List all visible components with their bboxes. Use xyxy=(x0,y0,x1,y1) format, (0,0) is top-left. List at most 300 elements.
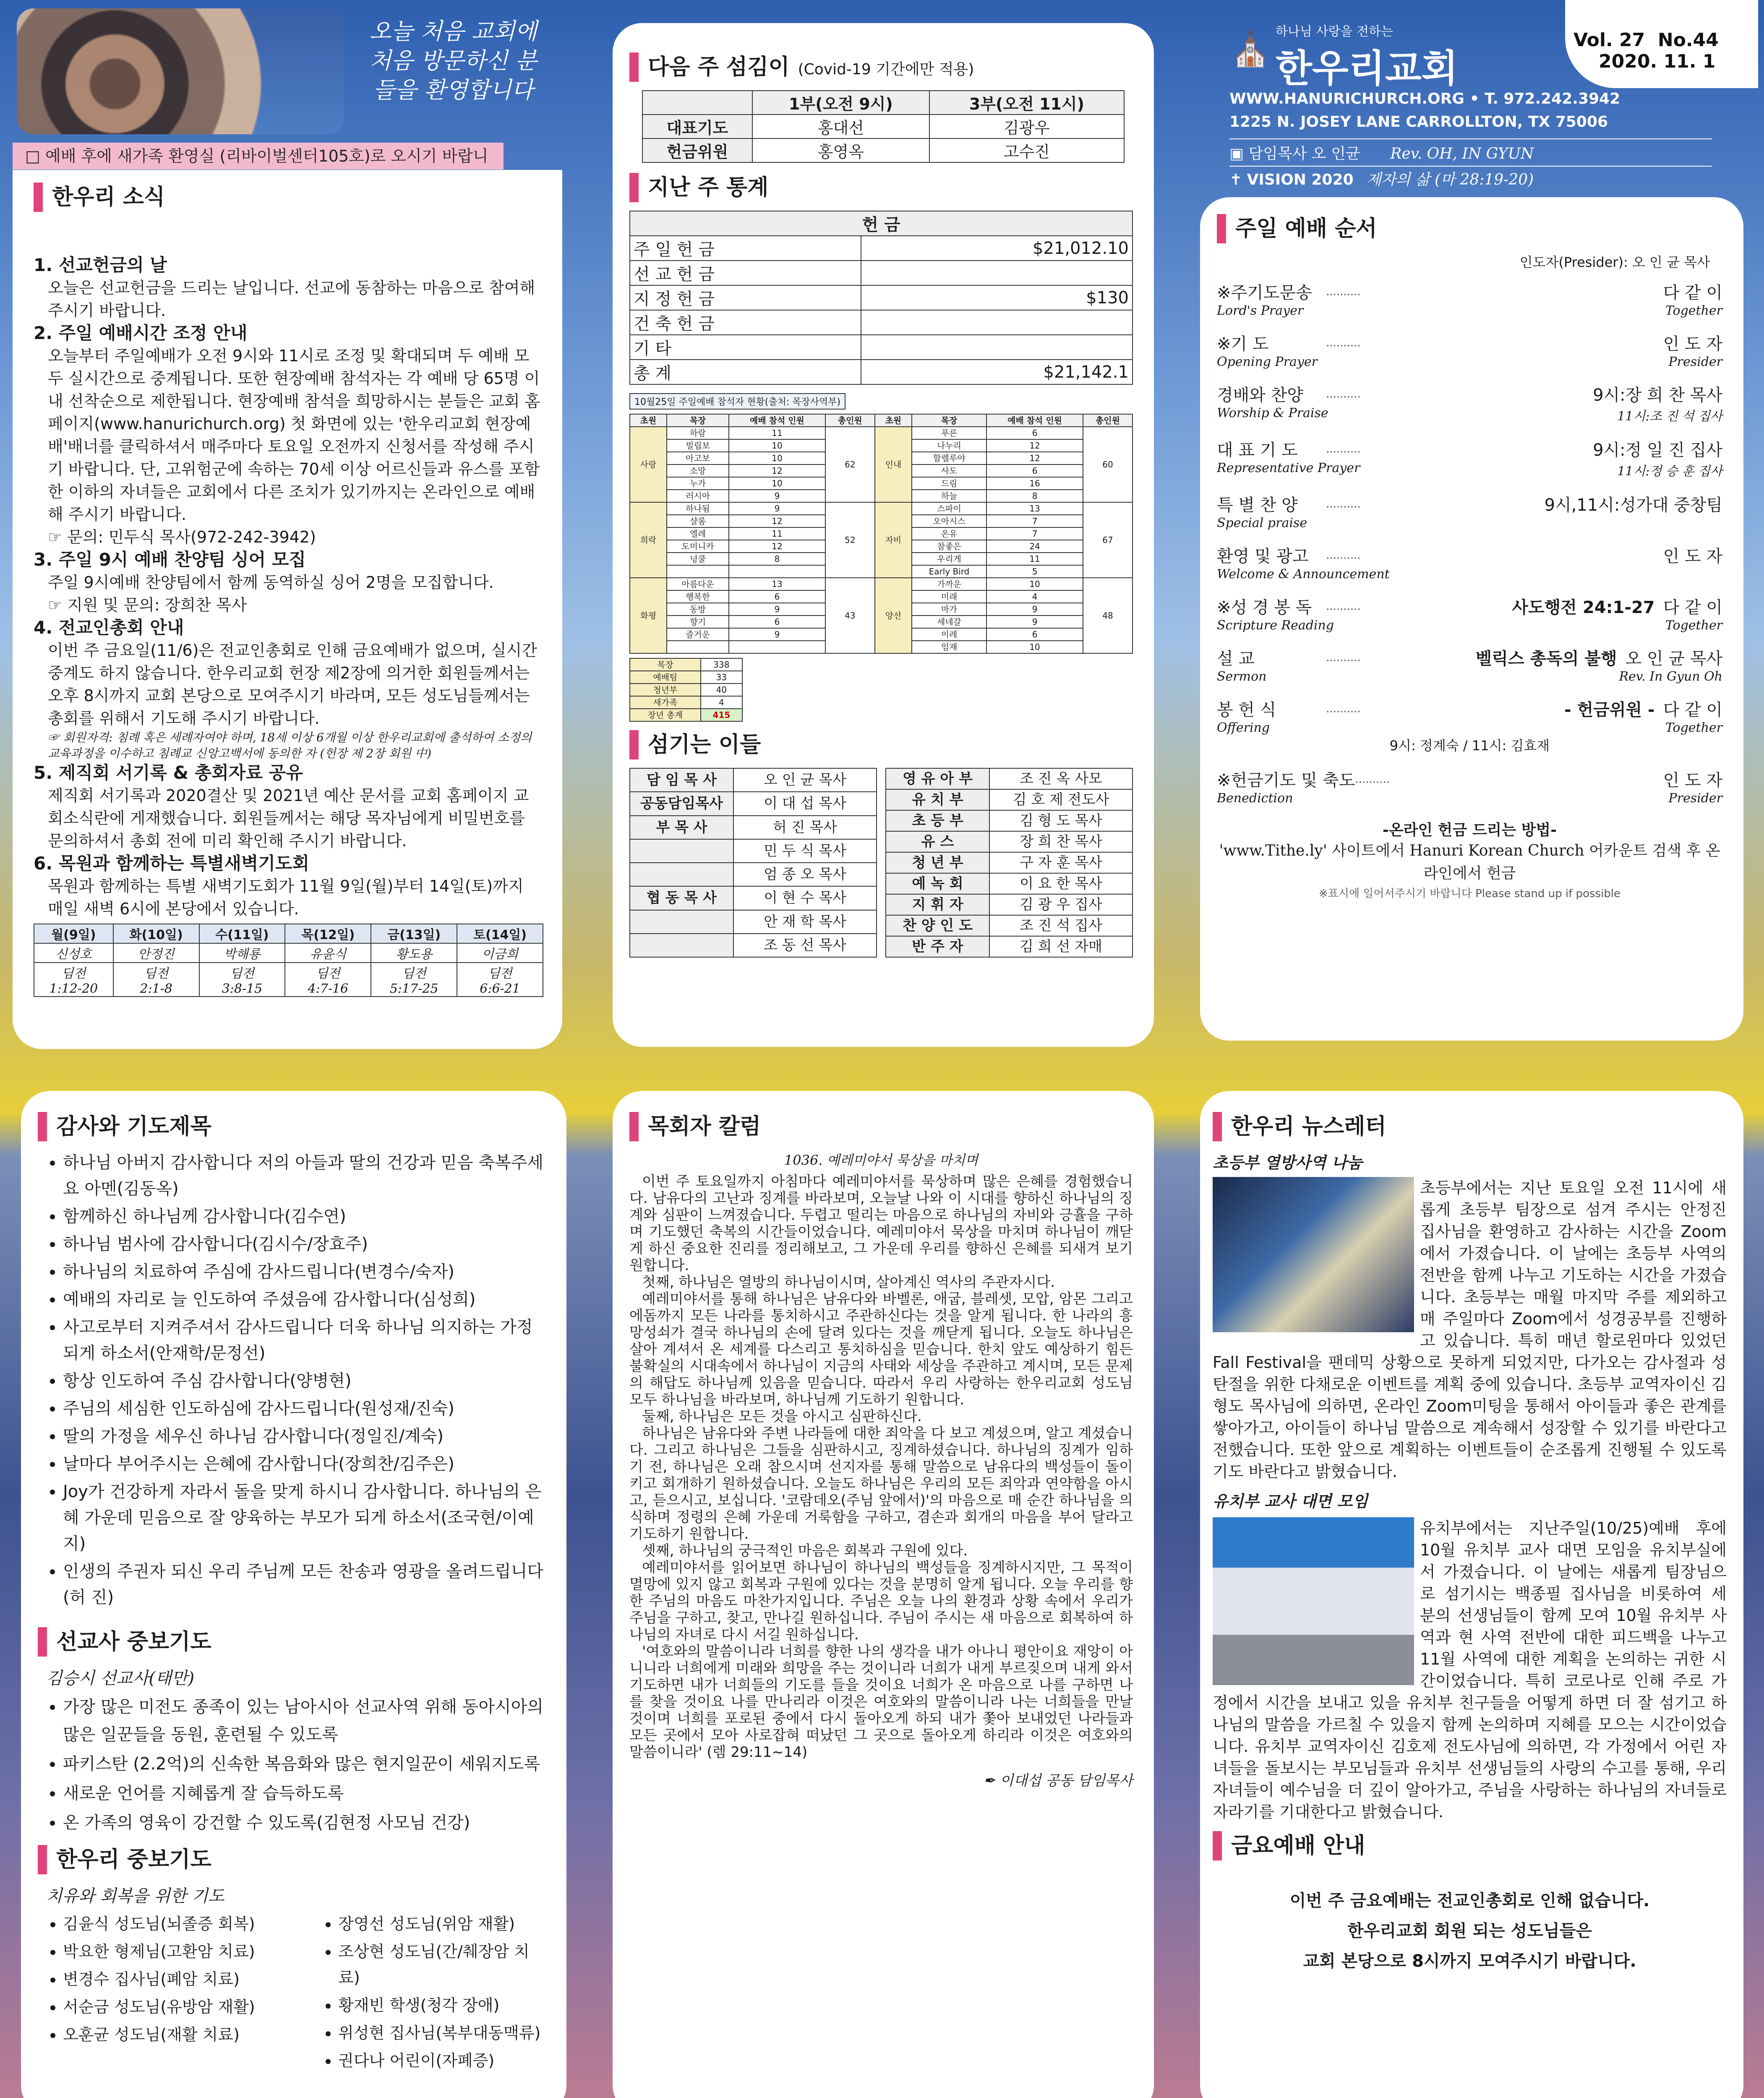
order-who: 다 같 이 xyxy=(1663,283,1722,303)
next-week-title: 다음 주 섬김이 xyxy=(629,52,790,82)
table-cell: 주 일 헌 금 xyxy=(630,236,861,261)
table-cell: 도미니카 xyxy=(667,540,729,553)
table-row xyxy=(630,768,877,792)
list-item: • 사고로부터 지켜주셔서 감사드립니다 더욱 하나님 의지하는 가정 되게 하소서(안재학/문정선) xyxy=(63,1314,550,1366)
table-row xyxy=(630,285,1133,310)
order-sub xyxy=(1217,516,1722,530)
table-cell xyxy=(667,565,729,578)
church-name: 한우리교회 xyxy=(1276,47,1458,91)
table-cell: $21,142.1 xyxy=(861,360,1133,384)
list-item: • 딸의 가정을 세우신 하나님 감사합니다(정일진/계숙) xyxy=(63,1423,550,1449)
dawn-days-row xyxy=(34,924,543,943)
missionary-title: 선교사 중보기도 xyxy=(38,1627,550,1657)
order-who: 오 인 균 목사 xyxy=(1625,649,1722,668)
group-total: 67 xyxy=(1083,502,1133,578)
order-name: 설 교 xyxy=(1217,649,1255,668)
table-cell: 참좋은 xyxy=(912,540,986,553)
dawn-verse: 딤전 6:6-21 xyxy=(457,963,543,997)
table-cell xyxy=(861,261,1133,285)
group-name: 화평 xyxy=(630,578,667,653)
order-name: 봉 헌 식 xyxy=(1217,700,1276,720)
list-item: • 인생의 주권자 되신 우리 주님께 모든 찬송과 영광을 올려드립니다(허 진) xyxy=(63,1558,550,1610)
table-row xyxy=(630,261,1133,285)
news-panel xyxy=(13,170,562,1049)
order-who-en: Rev. In Gyun Oh xyxy=(1619,669,1722,684)
table-row xyxy=(630,839,877,863)
table-cell: 338 xyxy=(701,658,742,671)
prayer-panel xyxy=(21,1091,566,2098)
issue-number: No.44 xyxy=(1657,29,1719,51)
table-header: 목장 xyxy=(667,414,729,427)
pen-icon: ✒ xyxy=(983,1772,995,1789)
table-cell: 총 계 xyxy=(630,360,861,384)
pastor-label: 담임목사 xyxy=(1248,145,1307,162)
volume: Vol. 27 xyxy=(1574,29,1645,51)
table-header: 초원 xyxy=(875,414,912,427)
table-cell: 33 xyxy=(701,671,742,684)
table-cell: 사도 xyxy=(912,464,986,477)
staff-role xyxy=(630,863,733,886)
table-cell: 오아시스 xyxy=(912,515,986,527)
table-cell: 10 xyxy=(986,641,1083,653)
order-dots: ·········· xyxy=(1326,655,1361,667)
column-subtitle: 1036. 예레미야서 묵상을 마치며 xyxy=(784,1152,979,1168)
order-who-en: 11시:정 승 훈 집사 xyxy=(1617,464,1722,479)
next-week-header xyxy=(629,52,1137,90)
table-cell: 12 xyxy=(986,439,1083,452)
column-panel xyxy=(613,1091,1154,2098)
dawn-schedule-table xyxy=(34,924,543,997)
table-cell: 11 xyxy=(729,527,825,540)
order-mid: 벨릭스 총독의 불행 xyxy=(1475,649,1617,668)
group-total: 60 xyxy=(1083,427,1133,502)
table-cell: 7 xyxy=(986,515,1083,527)
staff-title: 섬기는 이들 xyxy=(629,730,1137,759)
table-cell: $21,012.10 xyxy=(861,236,1133,261)
order-dots: ·········· xyxy=(1326,391,1361,404)
group-total: 48 xyxy=(1083,578,1133,653)
order-dots: ·········· xyxy=(1326,706,1361,718)
order-line xyxy=(1217,697,1722,720)
table-cell: 홍대선 xyxy=(752,115,929,138)
news-item-2 xyxy=(34,322,543,548)
s1-title: 초등부 열방사역 나눔 xyxy=(1213,1153,1362,1172)
order-dots: ·········· xyxy=(1326,446,1361,459)
order-sub xyxy=(1217,406,1722,424)
order-item xyxy=(1217,543,1722,582)
staff-role: 영 유 아 부 xyxy=(886,768,989,789)
table-row xyxy=(886,768,1133,789)
order-who: 인 도 자 xyxy=(1663,547,1722,566)
thanks-list xyxy=(38,1150,550,1610)
order-line xyxy=(1217,492,1722,516)
order-en: Scripture Reading xyxy=(1217,618,1334,633)
table-cell: 하람 xyxy=(667,427,729,439)
phone: T. 972.242.3942 xyxy=(1485,90,1620,107)
dawn-leader: 황도용 xyxy=(371,943,457,963)
order-who-en: 11시:조 진 석 집사 xyxy=(1617,409,1722,424)
news-body: 제직회 서기록과 2020결산 및 2021년 예산 문서를 교회 홈페이지 교회소식란에 게재했습니다. 회원들께서는 해당 목자님에게 비밀번호를 문의하셔서 총회 전에 미리 확인해 주시기 바랍니다. xyxy=(48,786,529,850)
table-cell: 아고보 xyxy=(667,452,729,464)
order-item xyxy=(1217,697,1722,754)
order-name: ※기 도 xyxy=(1217,334,1269,354)
order-mid: 사도행전 24:1-27 xyxy=(1512,598,1655,617)
order-en: Lord's Prayer xyxy=(1217,303,1304,318)
table-row xyxy=(630,414,1133,427)
list-item: • 예배의 자리로 늘 인도하여 주셨음에 감사합니다(심성희) xyxy=(63,1286,550,1313)
order-line xyxy=(1217,594,1722,618)
order-item xyxy=(1217,645,1722,684)
list-item: • 주님의 세심한 인도하심에 감사드립니다(원성재/진숙) xyxy=(63,1396,550,1422)
order-title: 주일 예배 순서 xyxy=(1217,214,1722,243)
staff-role: 유 스 xyxy=(886,831,989,852)
order-sub xyxy=(1217,461,1722,479)
group-name: 사랑 xyxy=(630,427,667,502)
order-line xyxy=(1217,767,1722,791)
attendance-title: 10월25일 주일예배 참석자 현황(출처: 목장사역부) xyxy=(629,393,845,410)
table-cell: 40 xyxy=(701,684,742,696)
staff-role xyxy=(630,839,733,863)
welcome-header xyxy=(0,0,562,138)
intercession-left xyxy=(38,1911,313,2075)
dawn-leader: 신성호 xyxy=(34,943,113,963)
table-row xyxy=(630,427,1133,439)
list-item: • 조상현 성도님(간/췌장암 치료) xyxy=(338,1939,550,1991)
staff-role: 청 년 부 xyxy=(886,852,989,873)
s1-body: 초등부에서는 지난 토요일 오전 11시에 새롭게 초등부 팀장으로 섬겨 주시는 안정진 집사님을 환영하고 감사하는 시간을 Zoom에서 가졌습니다. 이 날에는 초등부 사역의 전반을 함께 나누고 기도하는 시간을 가졌습니다. 초등부는 매월 마지막 주를 제외하고 매 주일마다 Zoom에서 성경공부를 진행하고 있습니다. 특히 매년 할로윈마다 있었던 Fall Festival을 팬데믹 상황으로 못하게 되었지만, 다가오는 감사절과 성탄절을 위한 다채로운 이벤트를 계획 중에 있습니다. 초등부 교역자이신 김형도 목사님에 의하면, 온라인 Zoom미팅을 통해서 아이들과 좋은 관계를 쌓아가고, 아이들이 하나님 말씀으로 계속해서 성장할 수 있기를 바란다고 전했습니다. 또한 앞으로 계획하는 이벤트들이 순조롭게 진행될 수 있도록 기도 바란다고 밝혔습니다. xyxy=(1213,1179,1727,1481)
staff-name: 장 희 찬 목사 xyxy=(989,831,1133,852)
list-item: • 하나님 범사에 감사합니다(김시수/장효주) xyxy=(63,1231,550,1257)
table-row xyxy=(630,236,1133,261)
order-dots: ·········· xyxy=(1326,501,1361,514)
news-item-3 xyxy=(34,548,543,616)
friday-line: 교회 본당으로 8시까지 모여주시기 바랍니다. xyxy=(1303,1952,1636,1971)
order-mid: - 헌금위원 - xyxy=(1564,700,1655,720)
table-cell: 415 xyxy=(701,709,742,721)
intercession-title: 한우리 중보기도 xyxy=(38,1845,550,1874)
table-header: 예배 참석 인원 xyxy=(729,414,825,427)
group-name: 자비 xyxy=(875,502,912,578)
order-sub xyxy=(1217,720,1722,735)
table-cell: 가까운 xyxy=(912,578,986,590)
table-cell: 예배팀 xyxy=(630,671,701,684)
table-cell: Early Bird xyxy=(912,565,986,578)
news-item-1 xyxy=(34,254,543,322)
contact-line: WWW.HANURICHURCH.ORG • T. 972.242.3942 xyxy=(1229,90,1620,107)
table-row xyxy=(630,910,877,934)
table-row xyxy=(886,894,1133,915)
order-name: 대 표 기 도 xyxy=(1217,441,1298,460)
next-week-table xyxy=(642,90,1125,163)
table-cell: 고수진 xyxy=(929,138,1124,162)
staff-role: 초 등 부 xyxy=(886,810,989,831)
order-line xyxy=(1217,331,1722,355)
news-heading: 2. 주일 예배시간 조정 안내 xyxy=(34,323,248,343)
staff-role: 유 치 부 xyxy=(886,789,989,810)
dawn-day: 화(10일) xyxy=(113,924,199,943)
table-cell: 장년 총계 xyxy=(630,709,701,721)
list-item: • 파키스탄 (2.2억)의 신속한 복음화와 많은 현지일꾼이 세워지도록 xyxy=(63,1750,550,1778)
order-en: Sermon xyxy=(1217,669,1267,684)
pastor-name: 오 인균 xyxy=(1312,145,1360,162)
dawn-day: 목(12일) xyxy=(285,924,371,943)
dawn-verse: 딤전 4:7-16 xyxy=(285,963,371,997)
table-cell xyxy=(667,641,729,653)
table-cell: 9 xyxy=(729,628,825,641)
staff-name: 이 현 수 목사 xyxy=(733,886,877,910)
table-cell: 마가 xyxy=(912,603,986,616)
crowd-photo xyxy=(17,8,344,134)
table-cell: 행복한 xyxy=(667,590,729,603)
dawn-verse: 딤전 3:8-15 xyxy=(199,963,285,997)
dawn-day: 금(13일) xyxy=(371,924,457,943)
order-sub xyxy=(1217,669,1722,684)
table-cell: 12 xyxy=(729,464,825,477)
table-row xyxy=(886,915,1133,936)
stand-note: ※표시에 일어서주시기 바랍니다 Please stand up if possible xyxy=(1319,887,1620,900)
news-heading: 4. 전교인총회 안내 xyxy=(34,617,184,638)
table-cell: 24 xyxy=(986,540,1083,553)
staff-name: 구 자 훈 목사 xyxy=(989,852,1133,873)
group-total: 43 xyxy=(825,578,875,653)
table-header xyxy=(642,91,752,115)
table-cell: 9 xyxy=(986,603,1083,616)
dawn-leader: 이금희 xyxy=(457,943,543,963)
table-cell: 10 xyxy=(986,578,1083,590)
column-signature xyxy=(629,1769,1133,1790)
table-cell: 6 xyxy=(729,590,825,603)
table-cell: 누가 xyxy=(667,477,729,490)
dawn-verses-row xyxy=(34,963,543,997)
table-cell: 세네갈 xyxy=(912,616,986,628)
vision-line xyxy=(1229,168,1534,189)
table-row xyxy=(642,138,1124,162)
list-item: • 날마다 부어주시는 은혜에 감사합니다(장희찬/김주은) xyxy=(63,1451,550,1477)
dawn-leader: 박해룡 xyxy=(199,943,285,963)
staff-name: 엄 종 오 목사 xyxy=(733,863,877,886)
table-header: 3부(오전 11시) xyxy=(929,91,1124,115)
friday-notice xyxy=(1213,1886,1727,1976)
order-line xyxy=(1217,543,1722,567)
order-item xyxy=(1217,382,1722,424)
vision-icon: ✝ xyxy=(1229,171,1242,188)
table-cell: 러시아 xyxy=(667,490,729,502)
staff-name: 이 요 한 목사 xyxy=(989,873,1133,894)
table-row xyxy=(630,578,1133,590)
table-cell: 12 xyxy=(729,540,825,553)
news-body: 이번 주 금요일(11/6)은 전교인총회로 인해 금요예배가 없으며, 실시간 중계도 하지 않습니다. 한우리교회 헌장 제2장에 의거한 회원들께서는 오후 8시까지 교회 본당으로 모여주시기 바라며, 모든 성도님들께서는 총회를 위해서 기도해 주시기 바랍니다. xyxy=(48,641,538,728)
online-offering xyxy=(1217,818,1722,900)
list-item: • 김윤식 성도님(뇌졸증 회복) xyxy=(63,1911,313,1937)
pastor-en: Rev. OH, IN GYUN xyxy=(1390,145,1534,162)
table-cell: 9 xyxy=(729,490,825,502)
s2-photo xyxy=(1213,1517,1414,1685)
table-row xyxy=(630,684,742,696)
staff-role: 지 휘 자 xyxy=(886,894,989,915)
table-header: 목장 xyxy=(912,414,986,427)
table-cell: 드림 xyxy=(912,477,986,490)
order-panel xyxy=(1200,197,1743,1041)
table-cell: 청년부 xyxy=(630,684,701,696)
table-row xyxy=(630,360,1133,384)
intercession-right xyxy=(313,1911,550,2075)
news-heading: 6. 목원과 함께하는 특별새벽기도회 xyxy=(34,853,310,874)
table-cell: 즐거운 xyxy=(667,628,729,641)
order-who: 다 같 이 xyxy=(1663,700,1722,720)
list-item: • 장영선 성도님(위암 재활) xyxy=(338,1911,550,1937)
table-cell: 홍영옥 xyxy=(752,138,929,162)
table-header: 헌 금 xyxy=(630,211,1133,236)
table-cell: 김광우 xyxy=(929,115,1124,138)
table-cell: 샬롬 xyxy=(667,515,729,527)
order-en: Special praise xyxy=(1217,516,1307,530)
staff-name: 이 대 섭 목사 xyxy=(733,792,877,815)
table-cell: 11 xyxy=(729,427,825,439)
table-cell: $130 xyxy=(861,285,1133,310)
order-who: 9시:장 희 찬 목사 xyxy=(1593,386,1722,405)
table-cell: 할렐루야 xyxy=(912,452,986,464)
order-item xyxy=(1217,492,1722,530)
list-item: • 박요한 형제님(고환암 치료) xyxy=(63,1939,313,1965)
table-cell: 13 xyxy=(986,502,1083,515)
offering-table xyxy=(629,211,1133,385)
table-row xyxy=(630,709,742,721)
friday-line: 한우리교회 회원 되는 성도님들은 xyxy=(1347,1921,1592,1941)
tagline: 하나님 사랑을 전하는 xyxy=(1276,24,1393,39)
column-body xyxy=(629,1173,1133,1761)
table-cell: 미래 xyxy=(912,590,986,603)
list-item: • 함께하신 하나님께 감사합니다(김수연) xyxy=(63,1203,550,1229)
list-item: • Joy가 건강하게 자라서 돌을 맞게 하시니 감사합니다. 하나님의 은혜 가운데 믿음으로 잘 양육하는 부모가 되게 하소서(조국현/이예지) xyxy=(63,1479,550,1557)
dawn-leader: 안정진 xyxy=(113,943,199,963)
table-cell: 6 xyxy=(986,464,1083,477)
news-note: ☞ 회원자격: 침례 혹은 세례자여야 하며, 18세 이상 6개월 이상 한우리교회에 출석하여 소정의 교육과정을 이수하고 침례교 신앙고백서에 동의한 자 (헌장 제 2장 회원 中) xyxy=(48,731,532,760)
group-total: 52 xyxy=(825,502,875,578)
column-paragraph: 셋째, 하나님의 궁극적인 마음은 회복과 구원에 있다. xyxy=(642,1542,968,1559)
table-cell: 스파이 xyxy=(912,502,986,515)
order-en: Representative Prayer xyxy=(1217,461,1360,475)
order-sub xyxy=(1217,355,1722,369)
pastor-line xyxy=(1229,138,1712,167)
order-who: 9시:정 일 진 집사 xyxy=(1593,441,1722,460)
table-cell: 하늘 xyxy=(912,490,986,502)
order-dots: ·········· xyxy=(1326,340,1361,352)
order-name: ※헌금기도 및 축도 xyxy=(1217,771,1355,790)
staff-name: 김 광 우 집사 xyxy=(989,894,1133,915)
table-cell: 지 정 헌 금 xyxy=(630,285,861,310)
order-name: 특 별 찬 양 xyxy=(1217,496,1298,515)
table-cell: 12 xyxy=(729,515,825,527)
order-en: Opening Prayer xyxy=(1217,355,1318,369)
table-cell: 우리게 xyxy=(912,553,986,565)
signature-text: 이대섭 공동 담임목사 xyxy=(999,1772,1133,1789)
order-dots: ·········· xyxy=(1326,552,1361,565)
table-cell: 대표기도 xyxy=(642,115,752,138)
staff-role: 담 임 목 사 xyxy=(630,768,733,792)
table-row xyxy=(630,792,877,815)
staff-role xyxy=(630,910,733,934)
group-name: 양선 xyxy=(875,578,912,653)
dawn-verse: 딤전 1:12-20 xyxy=(34,963,113,997)
order-item xyxy=(1217,437,1722,479)
news-item-5 xyxy=(34,762,543,852)
staff-role: 예 녹 회 xyxy=(886,873,989,894)
table-row xyxy=(886,831,1133,852)
list-item: • 온 가족의 영육이 강건할 수 있도록(김현정 사모님 건강) xyxy=(63,1809,550,1837)
order-sub xyxy=(1217,618,1722,633)
table-cell: 건 축 헌 금 xyxy=(630,310,861,335)
table-cell: 선 교 헌 금 xyxy=(630,261,861,285)
column-paragraph: 예레미야서를 읽어보면 하나님이 하나님의 백성들을 징계하시지만, 그 목적이 멸망에 있지 않고 회복과 구원에 있다는 것을 분명히 알게 됩니다. 오늘 우리를 향한 주님의 마음도 마찬가지입니다. 주님은 오늘 나의 환경과 상황 속에서 우리가 주님을 구하고, 찾고, 만나길 원하십니다. 주님이 주시는 새 마음으로 회복하여 하나님의 자녀로 다시 서길 원하십니다. xyxy=(629,1559,1133,1643)
table-cell: 11 xyxy=(986,553,1083,565)
order-line xyxy=(1217,437,1722,461)
list-item: • 오훈균 성도님(재활 치료) xyxy=(63,2022,313,2048)
staff-name: 김 희 선 자매 xyxy=(989,936,1133,957)
table-header: 1부(오전 9시) xyxy=(752,91,929,115)
staff-name: 조 진 옥 사모 xyxy=(989,768,1133,789)
table-header: 총인원 xyxy=(825,414,875,427)
list-item: • 위성현 집사님(복부대동맥류) xyxy=(338,2020,550,2046)
list-item: • 가장 많은 미전도 종족이 있는 남아시아 선교사역 위해 동아시아의 많은 일꾼들을 동원, 훈련될 수 있도록 xyxy=(63,1693,550,1748)
dawn-day: 월(9일) xyxy=(34,924,113,943)
news-item-6 xyxy=(34,852,543,920)
list-item: • 권다나 어린이(자폐증) xyxy=(338,2048,550,2074)
table-row xyxy=(886,810,1133,831)
table-row xyxy=(630,696,742,709)
table-cell: 빌립보 xyxy=(667,439,729,452)
news-heading: 5. 제직회 서기록 & 총회자료 공유 xyxy=(34,762,303,783)
table-row xyxy=(642,115,1124,138)
list-item: • 새로운 언어를 지혜롭게 잘 습득하도록 xyxy=(63,1780,550,1807)
table-row xyxy=(886,936,1133,957)
order-name: 경배와 찬양 xyxy=(1217,386,1303,405)
table-cell: 6 xyxy=(986,628,1083,641)
staff-role: 찬 양 인 도 xyxy=(886,915,989,936)
column-paragraph: 하나님은 남유다와 주변 나라들에 대한 죄악을 다 보고 계셨으며, 알고 계셨습니다. 그리고 하나님은 그들을 심판하시고, 징계하셨습니다. 하나님의 징계가 임하기 전, 하나님은 오래 참으시며 선지자를 통해 말씀으로 남유다의 백성들이 돌이키고 회개하기 원하셨습니다. 오늘도 하나님은 우리의 모든 죄악과 연약함을 아시고, 듣으시고, 보십니다. '코람데오(주님 앞에서)'의 마음으로 매 순간 하나님을 의식하며 정령의 은혜 가운데 거룩함을 구하고, 겸손과 회개의 마음을 부어 달라고 기도하기 원합니다. xyxy=(629,1425,1133,1542)
table-cell: 나누리 xyxy=(912,439,986,452)
table-row xyxy=(630,934,877,957)
table-header: 예배 참석 인원 xyxy=(986,414,1083,427)
masthead xyxy=(1217,13,1758,189)
table-row xyxy=(886,873,1133,894)
staff-name: 김 호 제 전도사 xyxy=(989,789,1133,810)
table-cell: 헌금위원 xyxy=(642,138,752,162)
order-list xyxy=(1217,279,1722,806)
dawn-verse: 딤전 2:1-8 xyxy=(113,963,199,997)
order-en: Worship & Praise xyxy=(1217,406,1328,420)
table-row xyxy=(630,863,877,886)
table-cell: 임재 xyxy=(912,641,986,653)
list-item: • 황재빈 학생(청각 장애) xyxy=(338,1992,550,2018)
table-row xyxy=(642,91,1124,115)
table-cell: 9 xyxy=(729,502,825,515)
order-line xyxy=(1217,645,1722,669)
table-cell: 엘레 xyxy=(667,527,729,540)
news-body: 목원과 함께하는 특별 새벽기도회가 11월 9일(월)부터 14일(토)까지 매일 새벽 6시에 본당에서 있습니다. xyxy=(48,877,524,918)
table-header: 초원 xyxy=(630,414,667,427)
news-note: ☞ 지원 및 문의: 장희찬 목사 xyxy=(48,596,247,614)
church-logo-icon: ⛪ xyxy=(1229,29,1271,68)
table-cell: 7 xyxy=(986,527,1083,540)
list-item: • 하나님의 치료하여 주심에 감사드립니다(변경수/숙자) xyxy=(63,1259,550,1285)
table-cell: 6 xyxy=(986,427,1083,439)
order-who: 인 도 자 xyxy=(1663,334,1722,354)
offering-names: 9시: 정계숙 / 11시: 김효재 xyxy=(1389,738,1550,754)
order-sub xyxy=(1217,567,1722,582)
table-row xyxy=(630,310,1133,335)
order-who-en: Presider xyxy=(1668,791,1722,806)
order-item xyxy=(1217,279,1722,318)
